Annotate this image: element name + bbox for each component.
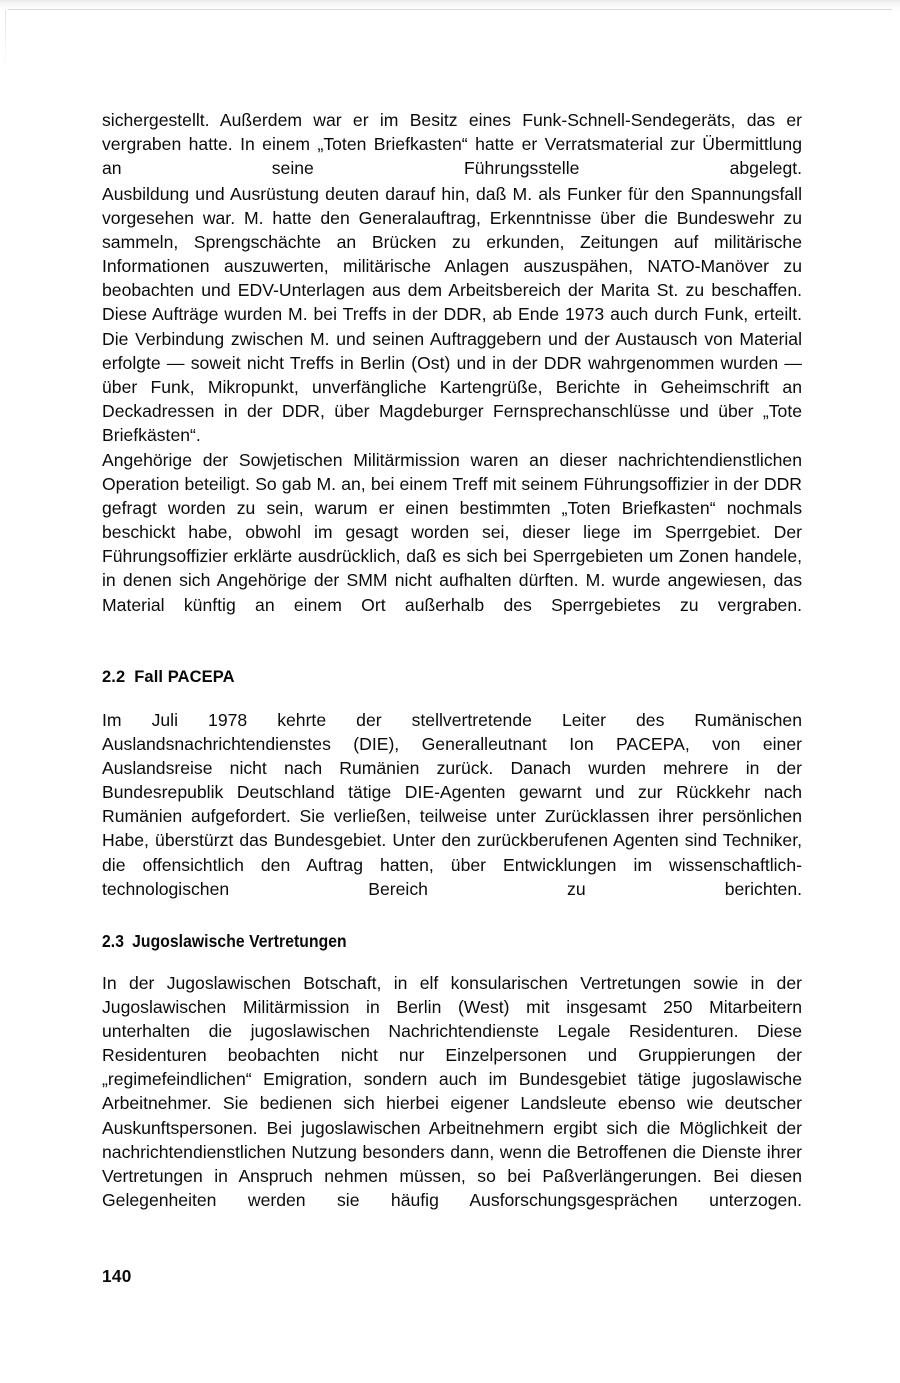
paragraph-block-4 xyxy=(102,708,802,925)
section-number: 2.3 xyxy=(102,931,125,951)
heading-line xyxy=(102,668,802,687)
paragraph-block-3 xyxy=(102,448,802,641)
body-paragraph: Im Juli 1978 kehrte der stellvertretende Leiter des Rumänischen Auslandsnachrichtendienstes (DIE), Generalleutnant Ion PACEPA, von einer Auslandsreise nicht nach Rumänien zurück. Danach wurden mehrere in der Bundesrepublik Deutschland tätige DIE-Agenten gewarnt und zur Rückkehr nach Rumänien aufgefordert. Sie verließen, teilweise unter Zurücklassen ihrer persönlichen Habe, überstürzt das Bundesgebiet. Unter den zurückberufenen Agenten sind Techniker, die offensichtlich den Auftrag hatten, über Entwicklungen im wissenschaftlich-technologischen Bereich zu berichten. xyxy=(102,710,802,899)
section-number: 2.2 xyxy=(102,668,126,686)
body-paragraph: Ausbildung und Ausrüstung deuten darauf hin, daß M. als Funker für den Spannungsfall vorgesehen war. M. hatte den Generalauftrag, Erkenntnisse über die Bundeswehr zu sammeln, Sprengschächte an Brücken zu erkunden, Zeitungen auf militärische Informationen auszuwerten, militärische Anlagen auszuspähen, NATO-Manöver zu beobachten und EDV-Unterlagen aus dem Arbeitsbereich der Marita St. zu beschaffen. Diese Aufträge wurden M. bei Treffs in der DDR, ab Ende 1973 auch durch Funk, erteilt. Die Verbindung zwischen M. und seinen Auftraggebern und der Austausch von Material erfolgte — soweit nicht Treffs in Berlin (Ost) und in der DDR wahrgenommen wurden — über Funk, Mikropunkt, unverfängliche Kartengrüße, Berichte in Geheimschrift an Deckadressen in der DDR, über Magdeburger Fernsprechanschlüsse und über „Tote Briefkästen“. xyxy=(102,184,802,445)
section-title: Fall PACEPA xyxy=(134,668,235,686)
body-paragraph: In der Jugoslawischen Botschaft, in elf konsularischen Vertretungen sowie in der Jugoslawischen Militärmission in Berlin (West) mit insgesamt 250 Mitarbeitern unterhalten die jugoslawischen Nachrichtendienste Legale Residenturen. Diese Residenturen beobachten nicht nur Einzelpersonen und Gruppierungen der „regimefeindlichen“ Emigration, sondern auch im Bundesgebiet tätige jugoslawische Arbeitnehmer. Sie bedienen sich hierbei eigener Landsleute ebenso wie deutscher Auskunftspersonen. Bei jugoslawischen Arbeitnehmern ergibt sich die Möglichkeit der nachrichtendienstlichen Nutzung besonders dann, wenn die Betroffenen die Dienste ihrer Vertretungen in Anspruch nehmen müssen, so bei Paßverlängerungen. Bei diesen Gelegenheiten werden sie häufig Ausforschungsgesprächen unterzogen. xyxy=(102,973,802,1210)
scan-left-edge-artifact xyxy=(5,10,6,70)
section-heading-2-3 xyxy=(102,931,802,952)
body-paragraph: Angehörige der Sowjetischen Militärmission waren an dieser nachrichtendienstlichen Operation beteiligt. So gab M. an, bei einem Treff mit seinem Führungsoffizier in der DDR gefragt worden zu sein, warum er einen bestimmten „Toten Briefkasten“ nochmals beschickt habe, obwohl im gesagt worden sei, dieser liege im Sperrgebiet. Der Führungsoffizier erklärte ausdrücklich, daß es sich bei Sperrgebieten um Zonen handele, in denen sich Angehörige der SMM nicht aufhalten dürften. M. wurde angewiesen, das Material künftig an einem Ort außerhalb des Sperrgebietes zu vergraben. xyxy=(102,450,802,615)
body-paragraph: sichergestellt. Außerdem war er im Besitz eines Funk-Schnell-Sendegeräts, das er vergraben hatte. In einem „Toten Briefkasten“ hatte er Verratsmaterial zur Übermittlung an seine Führungsstelle abgelegt. xyxy=(102,110,802,179)
scan-top-edge-artifact xyxy=(0,0,900,14)
paragraph-block-5 xyxy=(102,971,802,1236)
heading-line xyxy=(102,931,732,952)
paragraph-block-2 xyxy=(102,182,802,471)
section-title: Jugoslawische Vertretungen xyxy=(132,931,347,951)
page-footer xyxy=(102,1266,132,1287)
section-heading-2-2 xyxy=(102,668,802,687)
page-number: 140 xyxy=(102,1266,132,1286)
